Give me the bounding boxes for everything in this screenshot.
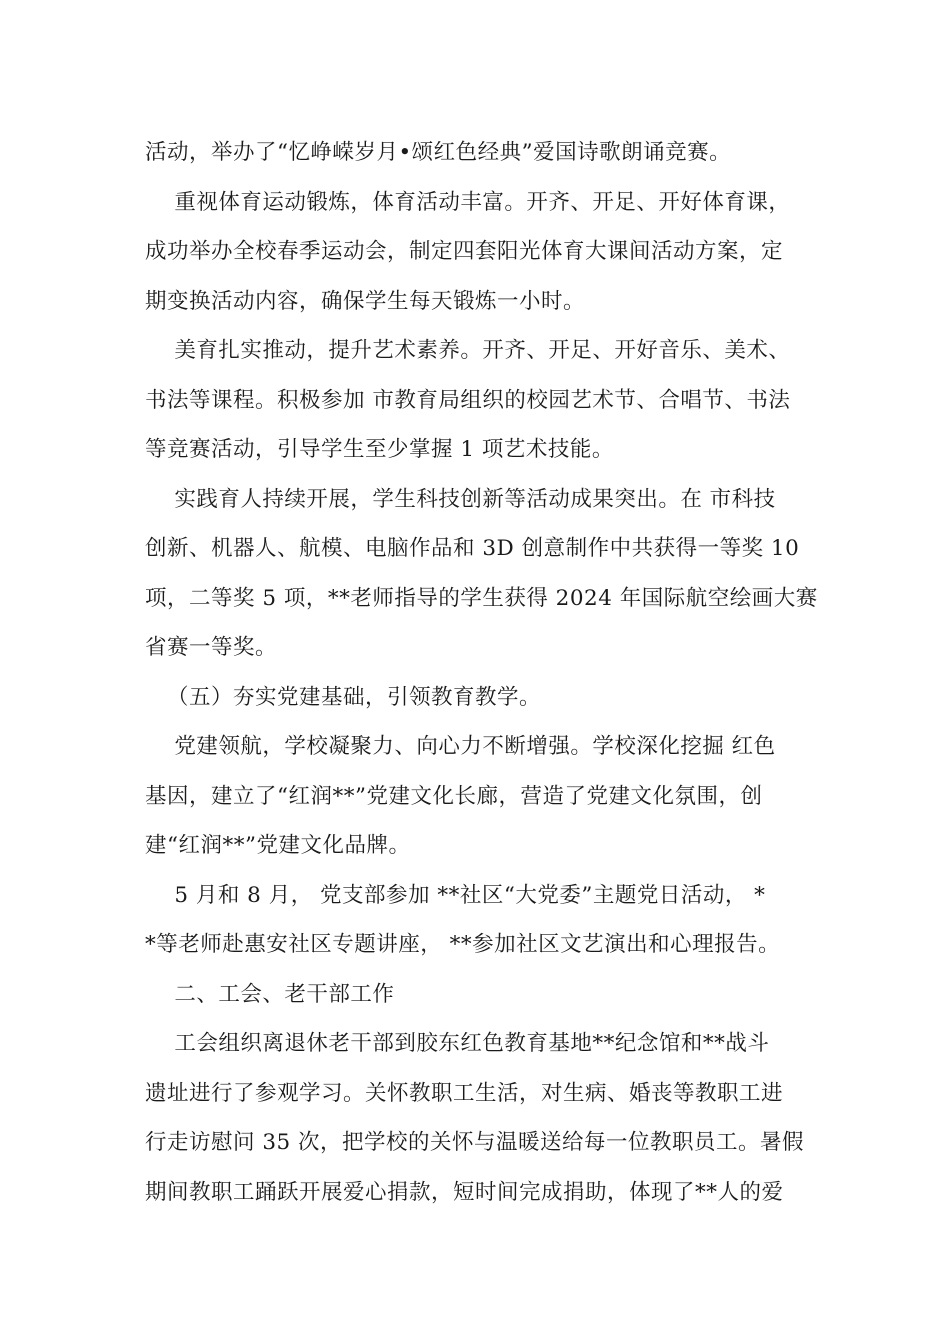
text-line: 项，二等奖 5 项，**老师指导的学生获得 2024 年国际航空绘画大赛 <box>145 585 818 611</box>
text-line: 期间教职工踊跃开展爱心捐款，短时间完成捐助，体现了**人的爱 <box>145 1179 784 1205</box>
text-line: 活动，举办了“忆峥嵘岁月•颂红色经典”爱国诗歌朗诵竞赛。 <box>145 140 732 165</box>
text-line: 重视体育运动锻炼，体育活动丰富。开齐、开足、开好体育课， <box>145 189 791 215</box>
text-line: 建“红润**”党建文化品牌。 <box>145 833 411 858</box>
text-line: 基因，建立了“红润**”党建文化长廊，营造了党建文化氛围，创 <box>145 783 763 809</box>
section-heading: 二、工会、老干部工作 <box>145 981 395 1007</box>
text-line: 省赛一等奖。 <box>145 635 278 660</box>
text-line: *等老师赴惠安社区专题讲座， **参加社区文艺演出和心理报告。 <box>145 932 781 957</box>
text-line: 期变换活动内容，确保学生每天锻炼一小时。 <box>145 288 586 314</box>
document-body <box>145 128 818 1217</box>
text-line: 成功举办全校春季运动会，制定四套阳光体育大课间活动方案，定 <box>145 239 784 264</box>
text-line: 党建领航，学校凝聚力、向心力不断增强。学校深化挖掘 红色 <box>145 734 776 759</box>
text-line: 遗址进行了参观学习。关怀教职工生活，对生病、婚丧等教职工进 <box>145 1080 784 1106</box>
text-line: 行走访慰问 35 次，把学校的关怀与温暖送给每一位教职员工。暑假 <box>145 1130 805 1155</box>
section-heading: （五）夯实党建基础，引领教育教学。 <box>145 684 542 710</box>
text-line: 5 月和 8 月， 党支部参加 **社区“大党委”主题党日活动， * <box>145 882 766 908</box>
text-line: 工会组织离退休老干部到胶东红色教育基地**纪念馆和**战斗 <box>145 1031 770 1056</box>
text-line: 等竞赛活动，引导学生至少掌握 1 项艺术技能。 <box>145 437 614 462</box>
text-line: 书法等课程。积极参加 市教育局组织的校园艺术节、合唱节、书法 <box>145 387 791 413</box>
text-line: 创新、机器人、航模、电脑作品和 3D 创意制作中共获得一等奖 10 <box>145 536 800 561</box>
text-line: 美育扎实推动，提升艺术素养。开齐、开足、开好音乐、美术、 <box>145 338 791 363</box>
text-line: 实践育人持续开展，学生科技创新等活动成果突出。在 市科技 <box>145 486 776 512</box>
